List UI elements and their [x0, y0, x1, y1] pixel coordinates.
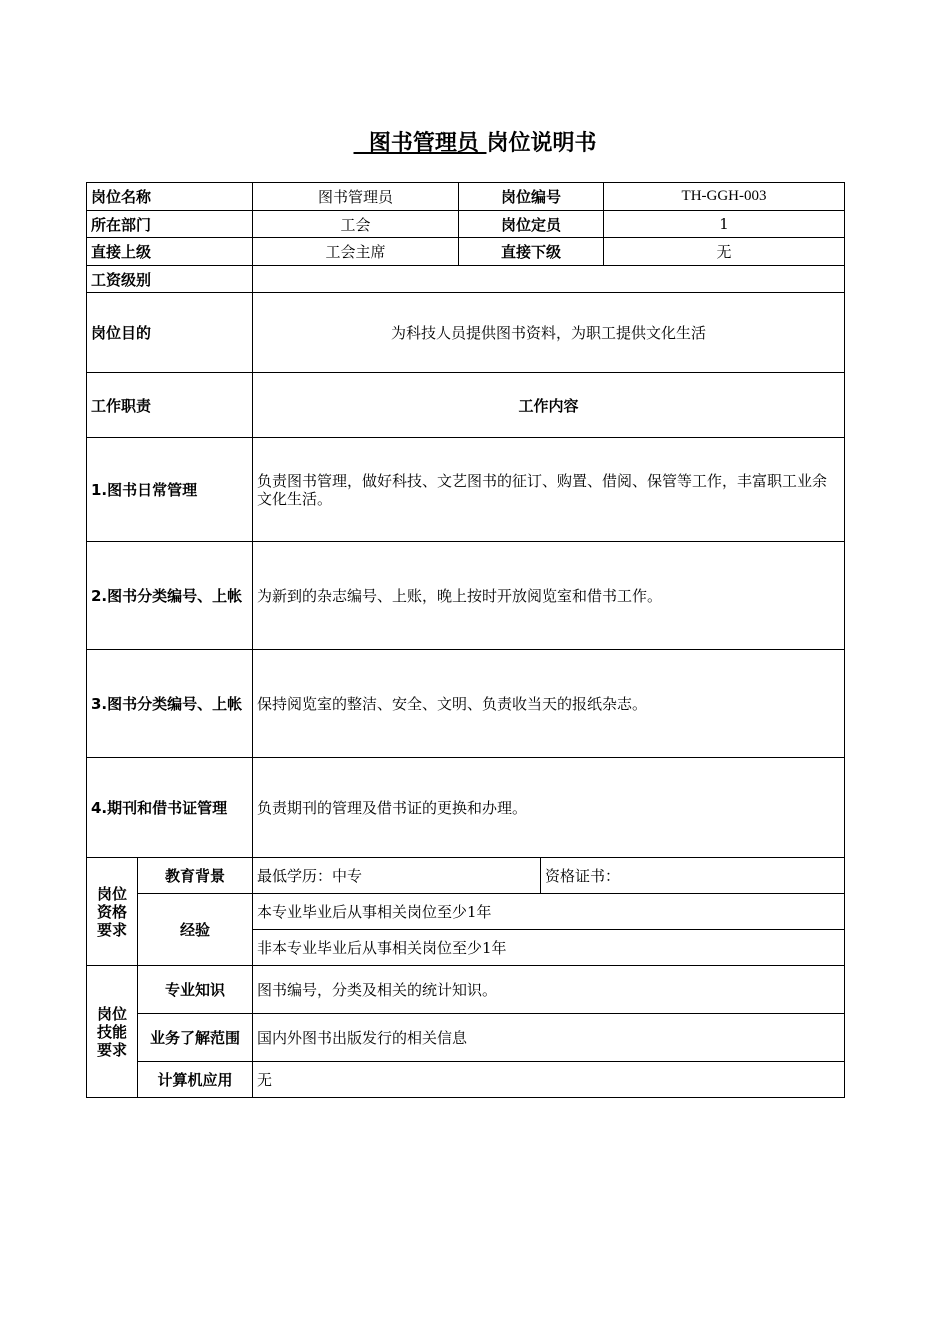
skills-group-label: 岗位 技能 要求	[87, 966, 138, 1098]
position-code-label: 岗位编号	[459, 183, 604, 211]
duty-row	[87, 438, 845, 542]
department-label: 所在部门	[87, 211, 253, 238]
duty-row	[87, 542, 845, 650]
experience-2: 非本专业毕业后从事相关岗位至少1年	[253, 930, 845, 966]
knowledge-label: 专业知识	[138, 966, 253, 1014]
purpose-label: 岗位目的	[87, 293, 253, 373]
duty-row	[87, 650, 845, 758]
duty-label: 3.图书分类编号、上帐	[87, 650, 253, 758]
row-computer	[87, 1062, 845, 1098]
duty-content: 负责期刊的管理及借书证的更换和办理。	[253, 758, 845, 858]
row-department	[87, 211, 845, 238]
certificate-value: 资格证书：	[541, 858, 845, 894]
row-education	[87, 858, 845, 894]
experience-1: 本专业毕业后从事相关岗位至少1年	[253, 894, 845, 930]
row-salary	[87, 266, 845, 293]
duties-header-content: 工作内容	[253, 373, 845, 438]
duty-label: 4.期刊和借书证管理	[87, 758, 253, 858]
row-purpose	[87, 293, 845, 373]
duty-label: 2.图书分类编号、上帐	[87, 542, 253, 650]
headcount-label: 岗位定员	[459, 211, 604, 238]
row-scope	[87, 1014, 845, 1062]
qualification-group-label: 岗位 资格 要求	[87, 858, 138, 966]
document-title	[0, 126, 950, 162]
education-value: 最低学历：中专	[253, 858, 541, 894]
row-superior	[87, 238, 845, 266]
computer-label: 计算机应用	[138, 1062, 253, 1098]
row-experience-1	[87, 894, 845, 930]
scope-value: 国内外图书出版发行的相关信息	[253, 1014, 845, 1062]
superior-value: 工会主席	[253, 238, 459, 266]
title-main: 图书管理员	[353, 131, 487, 156]
row-duties-header	[87, 373, 845, 438]
superior-label: 直接上级	[87, 238, 253, 266]
salary-value	[253, 266, 845, 293]
computer-value: 无	[253, 1062, 845, 1098]
duty-label: 1.图书日常管理	[87, 438, 253, 542]
experience-label: 经验	[138, 894, 253, 966]
position-code-value: TH-GGH-003	[604, 183, 845, 211]
education-label: 教育背景	[138, 858, 253, 894]
duty-row	[87, 758, 845, 858]
salary-label: 工资级别	[87, 266, 253, 293]
row-knowledge	[87, 966, 845, 1014]
duty-content: 负责图书管理，做好科技、文艺图书的征订、购置、借阅、保管等工作，丰富职工业余文化生活。	[253, 438, 845, 542]
row-position-name	[87, 183, 845, 211]
position-name-value: 图书管理员	[253, 183, 459, 211]
knowledge-value: 图书编号，分类及相关的统计知识。	[253, 966, 845, 1014]
scope-label: 业务了解范围	[138, 1014, 253, 1062]
department-value: 工会	[253, 211, 459, 238]
job-description-table	[86, 182, 845, 1098]
subordinate-label: 直接下级	[459, 238, 604, 266]
duty-content: 为新到的杂志编号、上账，晚上按时开放阅览室和借书工作。	[253, 542, 845, 650]
purpose-value: 为科技人员提供图书资料，为职工提供文化生活	[253, 293, 845, 373]
title-suffix: 岗位说明书	[486, 131, 597, 156]
duty-content: 保持阅览室的整洁、安全、文明、负责收当天的报纸杂志。	[253, 650, 845, 758]
subordinate-value: 无	[604, 238, 845, 266]
position-name-label: 岗位名称	[87, 183, 253, 211]
headcount-value: 1	[604, 211, 845, 238]
duties-header-label: 工作职责	[87, 373, 253, 438]
